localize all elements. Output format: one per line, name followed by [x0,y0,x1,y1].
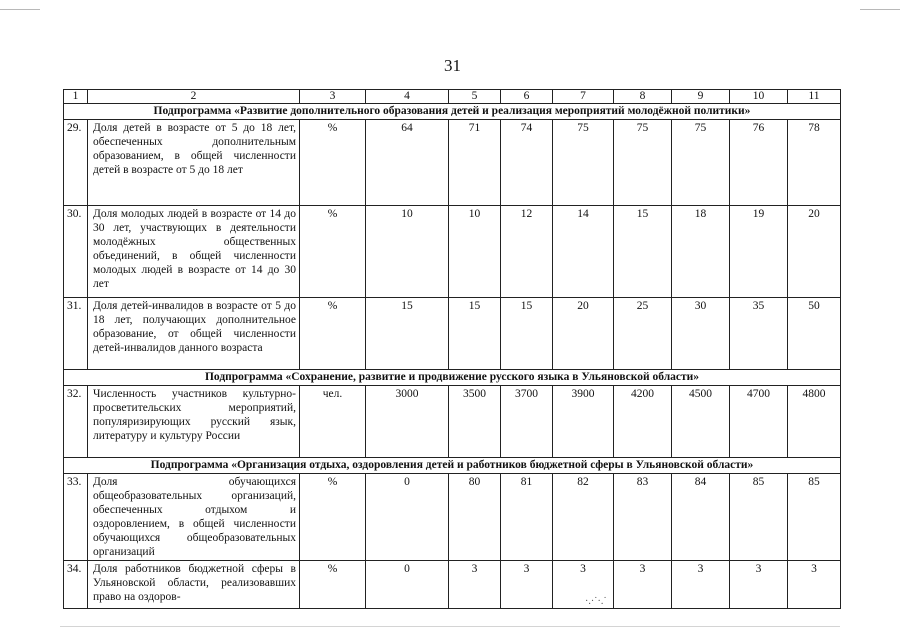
row-value: 3 [730,561,788,609]
row-value: 74 [501,120,553,206]
table-row [64,298,841,370]
row-value: 20 [788,206,841,298]
row-description: Численность участников культурно-просветительских мероприятий, популяризирующих русский язык, литературу и культуру России [88,386,300,458]
header-cell: 11 [788,90,841,104]
row-value: 20 [553,298,614,370]
row-description: Доля обучающихся общеобразовательных организаций, обеспеченных отдыхом и оздоровлением, в общей численности обучающихся общеобразовательных организаций [88,474,300,561]
row-value: 15 [614,206,672,298]
section-title: Подпрограмма «Сохранение, развитие и продвижение русского языка в Ульяновской области» [64,370,841,386]
row-value: 3000 [366,386,449,458]
table-row [64,474,841,561]
scan-artifact-line [0,9,40,10]
row-value: 83 [614,474,672,561]
row-description: Доля молодых людей в возрасте от 14 до 30 лет, участвующих в деятельности молодёжных общественных объединений, в общей численности молодых людей в возрасте от 14 до 30 лет [88,206,300,298]
row-value: 10 [366,206,449,298]
row-value: 3 [449,561,501,609]
row-value: 80 [449,474,501,561]
row-value: 15 [366,298,449,370]
row-value: 3500 [449,386,501,458]
row-unit: % [300,206,366,298]
row-value: 75 [553,120,614,206]
row-number: 30. [64,206,88,298]
row-value: 75 [614,120,672,206]
header-cell: 6 [501,90,553,104]
row-value: 3700 [501,386,553,458]
row-description: Доля детей-инвалидов в возрасте от 5 до 18 лет, получающих дополнительное образование, от общей численности детей-инвалидов данного возраста [88,298,300,370]
row-value: 3 [501,561,553,609]
row-value: 85 [730,474,788,561]
section-title: Подпрограмма «Развитие дополнительного образования детей и реализация мероприятий молодёжной политики» [64,104,841,120]
row-value: 4500 [672,386,730,458]
table-row [64,386,841,458]
row-value: 3 [614,561,672,609]
row-number: 29. [64,120,88,206]
row-value: 18 [672,206,730,298]
row-value: 3 [553,561,614,609]
header-cell: 7 [553,90,614,104]
page-number: 31 [444,56,461,75]
row-unit: % [300,474,366,561]
table-row [64,120,841,206]
scan-artifact-mark: ·.·˙·.˙ [585,596,607,607]
table-row [64,206,841,298]
section-title-row [64,104,841,120]
indicators-table [63,89,841,609]
section-title: Подпрограмма «Организация отдыха, оздоровления детей и работников бюджетной сферы в Ульяновской области» [64,458,841,474]
row-description: Доля работников бюджетной сферы в Ульяновской области, реализовавших право на оздоров- [88,561,300,609]
row-unit: % [300,120,366,206]
row-value: 81 [501,474,553,561]
row-value: 10 [449,206,501,298]
row-value: 50 [788,298,841,370]
header-row [64,90,841,104]
row-value: 35 [730,298,788,370]
section-title-row [64,370,841,386]
header-cell: 5 [449,90,501,104]
row-value: 14 [553,206,614,298]
row-unit: чел. [300,386,366,458]
row-value: 3 [672,561,730,609]
row-description: Доля детей в возрасте от 5 до 18 лет, обеспеченных дополнительным образованием, в общей численности детей в возрасте от 5 до 18 лет [88,120,300,206]
row-number: 34. [64,561,88,609]
row-value: 84 [672,474,730,561]
row-unit: % [300,561,366,609]
table-row [64,561,841,609]
header-cell: 1 [64,90,88,104]
row-value: 19 [730,206,788,298]
row-number: 32. [64,386,88,458]
row-value: 71 [449,120,501,206]
row-value: 64 [366,120,449,206]
row-value: 12 [501,206,553,298]
row-number: 31. [64,298,88,370]
row-value: 15 [501,298,553,370]
row-value: 82 [553,474,614,561]
header-cell: 9 [672,90,730,104]
header-cell: 3 [300,90,366,104]
header-cell: 4 [366,90,449,104]
row-value: 0 [366,474,449,561]
row-number: 33. [64,474,88,561]
row-value: 3 [788,561,841,609]
header-cell: 2 [88,90,300,104]
section-title-row [64,458,841,474]
row-value: 0 [366,561,449,609]
row-value: 75 [672,120,730,206]
row-value: 15 [449,298,501,370]
row-value: 3900 [553,386,614,458]
row-value: 76 [730,120,788,206]
header-cell: 8 [614,90,672,104]
row-value: 85 [788,474,841,561]
row-value: 30 [672,298,730,370]
row-value: 4800 [788,386,841,458]
row-value: 4700 [730,386,788,458]
scan-artifact-line [860,9,900,10]
row-value: 4200 [614,386,672,458]
row-value: 78 [788,120,841,206]
row-unit: % [300,298,366,370]
header-cell: 10 [730,90,788,104]
scan-artifact-line [60,626,840,627]
row-value: 25 [614,298,672,370]
